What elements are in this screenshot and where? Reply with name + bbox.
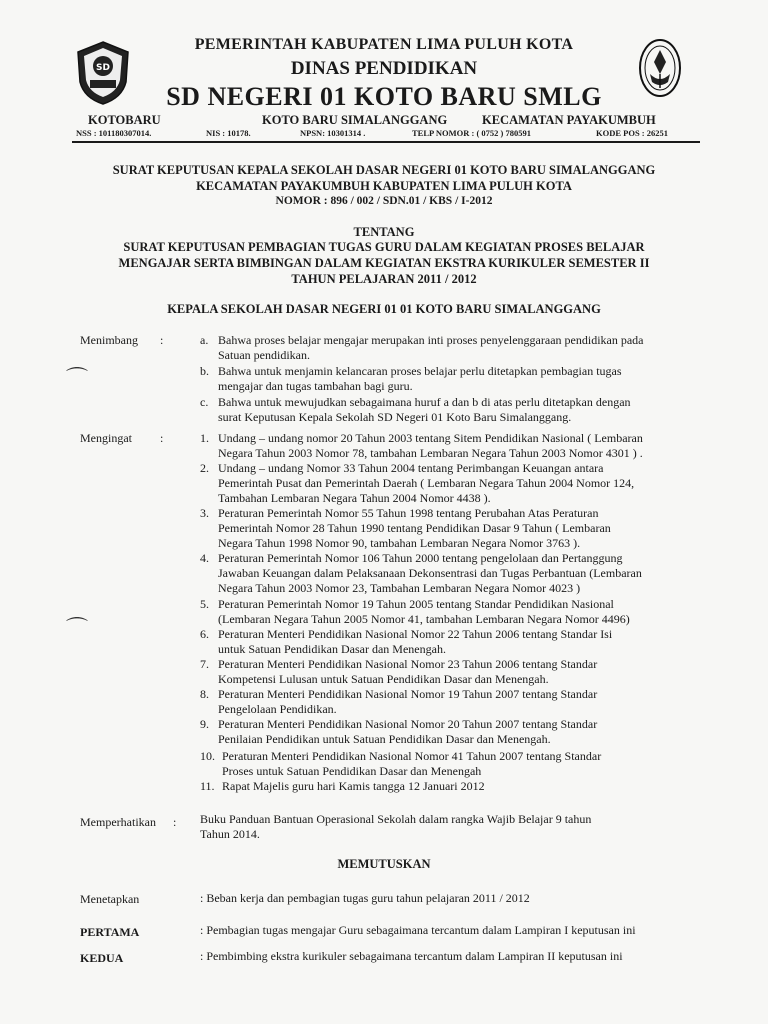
address-village: KOTO BARU SIMALANGGANG	[262, 113, 448, 127]
letterhead-school-name: SD NEGERI 01 KOTO BARU SMLG	[166, 82, 602, 111]
memperhatikan-text: Buku Panduan Bantuan Operasional Sekolah dalam rangka Wajib Belajar 9 tahun Tahun 2014.	[200, 812, 592, 841]
memutuskan-heading: MEMUTUSKAN	[337, 857, 431, 871]
hole-punch-mark: ⌒	[66, 366, 89, 391]
mengingat-item-9: 9. Peraturan Menteri Pendidikan Nasional Nomor 20 Tahun 2007 tentang Standar Penilaian Pendidikan untuk Satuan Pendidikan Dasar dan Menengah.	[200, 717, 598, 746]
mengingat-item-1: 1. Undang – undang nomor 20 Tahun 2003 tentang Sitem Pendidikan Nasional ( Lembaran Negara Tahun 2003 Nomor 78, tambahan Lembaran Negara Tahun 2003 Nomor 4301 ) .	[200, 431, 643, 460]
decree-title-line2: KECAMATAN PAYAKUMBUH KABUPATEN LIMA PULUH KOTA	[196, 179, 572, 193]
mengingat-item-5: 5. Peraturan Pemerintah Nomor 19 Tahun 2005 tentang Standar Pendidikan Nasional (Lembaran Negara Tahun 2005 Nomor 41, tambahan Lembaran Negara Nomor 4496)	[200, 597, 630, 626]
issuer-heading: KEPALA SEKOLAH DASAR NEGERI 01 01 KOTO BARU SIMALANGGANG	[167, 302, 601, 316]
decree-number: NOMOR : 896 / 002 / SDN.01 / KBS / I-2012	[275, 195, 493, 207]
svg-text:SD: SD	[96, 63, 110, 73]
kedua-label: KEDUA	[80, 951, 124, 965]
phone-number: TELP NOMOR : ( 0752 ) 780591	[412, 128, 531, 138]
npsn-number: NPSN: 10301314 .	[300, 128, 366, 138]
mengingat-item-11: 11. Rapat Majelis guru hari Kamis tangga 12 Januari 2012	[200, 779, 485, 793]
decree-title-line1: SURAT KEPUTUSAN KEPALA SEKOLAH DASAR NEGERI 01 KOTO BARU SIMALANGGANG	[112, 163, 656, 177]
mengingat-item-2: 2. Undang – undang Nomor 33 Tahun 2004 tentang Perimbangan Keuangan antara Pemerintah Pusat dan Pemerintah Daerah ( Lembaran Negara Tahun 2004 Nomor 124, Tambahan Lembaran Negara Tahun 2004 Nomor 4438 ).	[200, 461, 635, 505]
pertama-text: : Pembagian tugas mengajar Guru sebagaimana tercantum dalam Lampiran I keputusan ini	[200, 923, 636, 937]
menimbang-item-c: c. Bahwa untuk mewujudkan sebagaimana huruf a dan b di atas perlu ditetapkan dengan surat Keputusan Kepala Sekolah SD Negeri 01 Koto Baru Simalanggang.	[200, 395, 631, 424]
menimbang-item-a: a. Bahwa proses belajar mengajar merupakan inti proses penyelenggaraan pendidikan pada Satuan pendidikan.	[200, 333, 644, 362]
kedua-text: : Pembimbing ekstra kurikuler sebagaimana tercantum dalam Lampiran II keputusan ini	[200, 949, 623, 963]
address-kotobaru: KOTOBARU	[88, 113, 161, 127]
subject-line3: TAHUN PELAJARAN 2011 / 2012	[291, 272, 477, 286]
letterhead-government: PEMERINTAH KABUPATEN LIMA PULUH KOTA	[194, 36, 574, 53]
nis-number: NIS : 10178.	[206, 128, 251, 138]
hole-punch-mark: ⌒	[66, 616, 89, 641]
tentang-heading: TENTANG	[353, 225, 415, 239]
menimbang-colon: :	[160, 333, 164, 347]
pertama-label: PERTAMA	[80, 925, 140, 939]
mengingat-item-8: 8. Peraturan Menteri Pendidikan Nasional Nomor 19 Tahun 2007 tentang Standar Pengelolaan Pendidikan.	[200, 687, 598, 716]
menetapkan-label: Menetapkan	[80, 892, 140, 906]
menimbang-label: Menimbang	[80, 333, 138, 347]
address-district: KECAMATAN PAYAKUMBUH	[482, 113, 656, 127]
letterhead-divider	[72, 141, 700, 143]
postal-code: KODE POS : 26251	[596, 128, 669, 138]
menimbang-item-b: b. Bahwa untuk menjamin kelancaran proses belajar perlu ditetapkan pembagian tugas mengajar dan tugas tambahan bagi guru.	[200, 364, 622, 393]
mengingat-colon: :	[160, 431, 164, 445]
mengingat-item-4: 4. Peraturan Pemerintah Nomor 106 Tahun 2000 tentang pengelolaan dan Pertanggung Jawaban Keuangan dalam Pelaksanaan Dekonsentrasi dan Tugas Perbantuan (Lembaran Negara Tahun 2003 Nomor 23, Tambahan Lembaran Negara Nomor 4023 )	[200, 551, 642, 595]
letterhead-department: DINAS PENDIDIKAN	[290, 58, 478, 79]
mengingat-item-3: 3. Peraturan Pemerintah Nomor 55 Tahun 1998 tentang Perubahan Atas Peraturan Pemerintah Nomor 28 Tahun 1990 tentang Pendidikan Dasar 9 Tahun ( Lembaran Negara Tahun 1998 Nomor 90, tambahan Lembaran Negara Nomor 3763 ).	[200, 506, 611, 550]
mengingat-item-10: 10. Peraturan Menteri Pendidikan Nasional Nomor 41 Tahun 2007 tentang Standar Proses untuk Satuan Pendidikan Dasar dan Menengah	[200, 749, 602, 778]
memperhatikan-colon: :	[173, 815, 177, 829]
mengingat-item-6: 6. Peraturan Menteri Pendidikan Nasional Nomor 22 Tahun 2006 tentang Standar Isi untuk Satuan Pendidikan Dasar dan Menengah.	[200, 627, 613, 656]
mengingat-label: Mengingat	[80, 431, 132, 445]
mengingat-item-7: 7. Peraturan Menteri Pendidikan Nasional Nomor 23 Tahun 2006 tentang Standar Kompetensi Lulusan untuk Satuan Pendidikan Dasar dan Menengah.	[200, 657, 598, 686]
menetapkan-text: : Beban kerja dan pembagian tugas guru tahun pelajaran 2011 / 2012	[200, 891, 530, 905]
nss-number: NSS : 101180307014.	[76, 128, 152, 138]
subject-line2: MENGAJAR SERTA BIMBINGAN DALAM KEGIATAN EKSTRA KURIKULER SEMESTER II	[118, 256, 650, 270]
subject-line1: SURAT KEPUTUSAN PEMBAGIAN TUGAS GURU DALAM KEGIATAN PROSES BELAJAR	[123, 240, 645, 254]
memperhatikan-label: Memperhatikan	[80, 815, 156, 829]
